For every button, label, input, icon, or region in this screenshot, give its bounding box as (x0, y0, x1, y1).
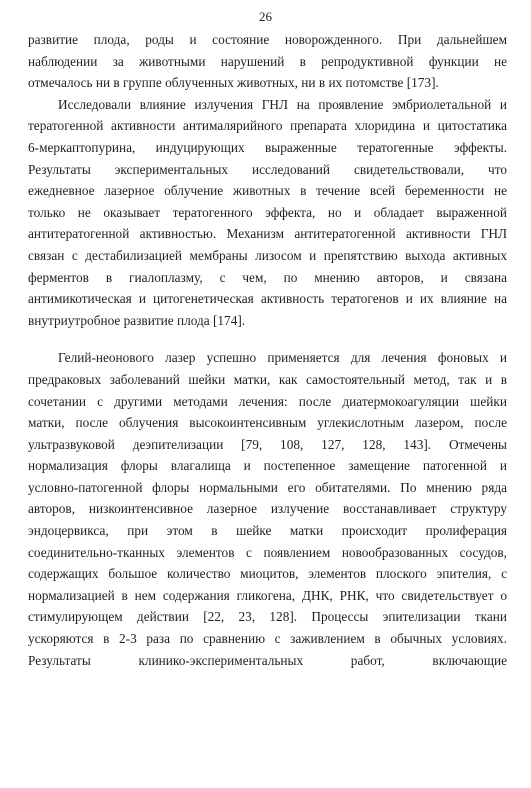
text-line: наблюдении за животными нарушений в репродуктивной функции не (28, 53, 507, 69)
page-number: 26 (259, 9, 272, 24)
text-line: ферментов в гиалоплазму, с чем, по мнению авторов, и связана (28, 269, 507, 285)
text-line: матки, после облучения высокоинтенсивным углекислотным лазером, после (28, 415, 507, 431)
paragraph (28, 347, 507, 671)
text-line: отмечалось ни в группе облученных животных, ни в их потомстве [173]. (28, 75, 439, 91)
body-text (28, 29, 507, 671)
text-line: Результаты экспериментальных исследований свидетельствовали, что (28, 161, 507, 177)
text-line: соединительно-тканных элементов с появлением новообразованных сосудов, (28, 544, 507, 560)
text-line: Гелий-неонового лазер успешно применяется для лечения фоновых и (58, 350, 507, 366)
paragraph-gap (28, 331, 507, 347)
text-line: развитие плода, роды и состояние новорожденного. При дальнейшем (28, 32, 507, 47)
text-line: нормализацией в нем содержания гликогена, ДНК, РНК, что свидетельствует о (28, 587, 507, 603)
text-line: содержащих большое количество миоцитов, элементов плоского эпителия, с (28, 566, 507, 582)
text-line: авторов, низкоинтенсивное лазерное излучение восстанавливает структуру (28, 501, 507, 517)
paragraph (28, 94, 507, 332)
text-line: ускоряются в 2-3 раза по сравнению с заживлением в обычных условиях. (28, 631, 507, 647)
text-line: стимулирующем действии [22, 23, 128]. Процессы эпителизации ткани (28, 609, 507, 625)
text-line: предраковых заболеваний шейки матки, как самостоятельный метод, так и в (28, 371, 507, 387)
text-line: 6-меркаптопурина, индуцирующих выраженные тератогенные эффекты. (28, 139, 507, 155)
paragraph (28, 29, 507, 94)
text-line: антимикотическая и цитогенетическая активность тератогенов и их влияние на (28, 291, 507, 307)
text-line: условно-патогенной флоры нормальными его обитателями. По мнению ряда (28, 479, 507, 495)
text-line: сочетании с другими методами лечения: после диатермокоагуляции шейки (28, 393, 507, 409)
text-line: Исследовали влияние излучения ГНЛ на проявление эмбриолетальной и (58, 96, 507, 112)
text-line: внутриутробное развитие плода [174]. (28, 312, 246, 328)
text-line: антитератогенной активностью. Механизм антитератогенной активности ГНЛ (28, 226, 507, 242)
text-line: связан с дестабилизацией мембраны лизосом и препятствию выхода активных (28, 247, 507, 263)
text-line: нормализация флоры влагалища и постепенное замещение патогенной и (28, 458, 507, 474)
text-line: Результаты клинико-экспериментальных работ, включающие (28, 652, 507, 668)
text-line: ежедневное лазерное облучение животных в течение всей беременности не (28, 183, 507, 199)
text-line: ультразвуковой деэпителизации [79, 108, 127, 128, 143]. Отмечены (28, 436, 507, 452)
text-line: только не оказывает тератогенного эффекта, но и обладает выраженной (28, 204, 507, 220)
text-line: эндоцервикса, при этом в шейке матки происходит пролиферация (28, 523, 507, 539)
text-line: тератогенной активности антималярийного препарата хлоридина и цитостатика (28, 118, 507, 134)
